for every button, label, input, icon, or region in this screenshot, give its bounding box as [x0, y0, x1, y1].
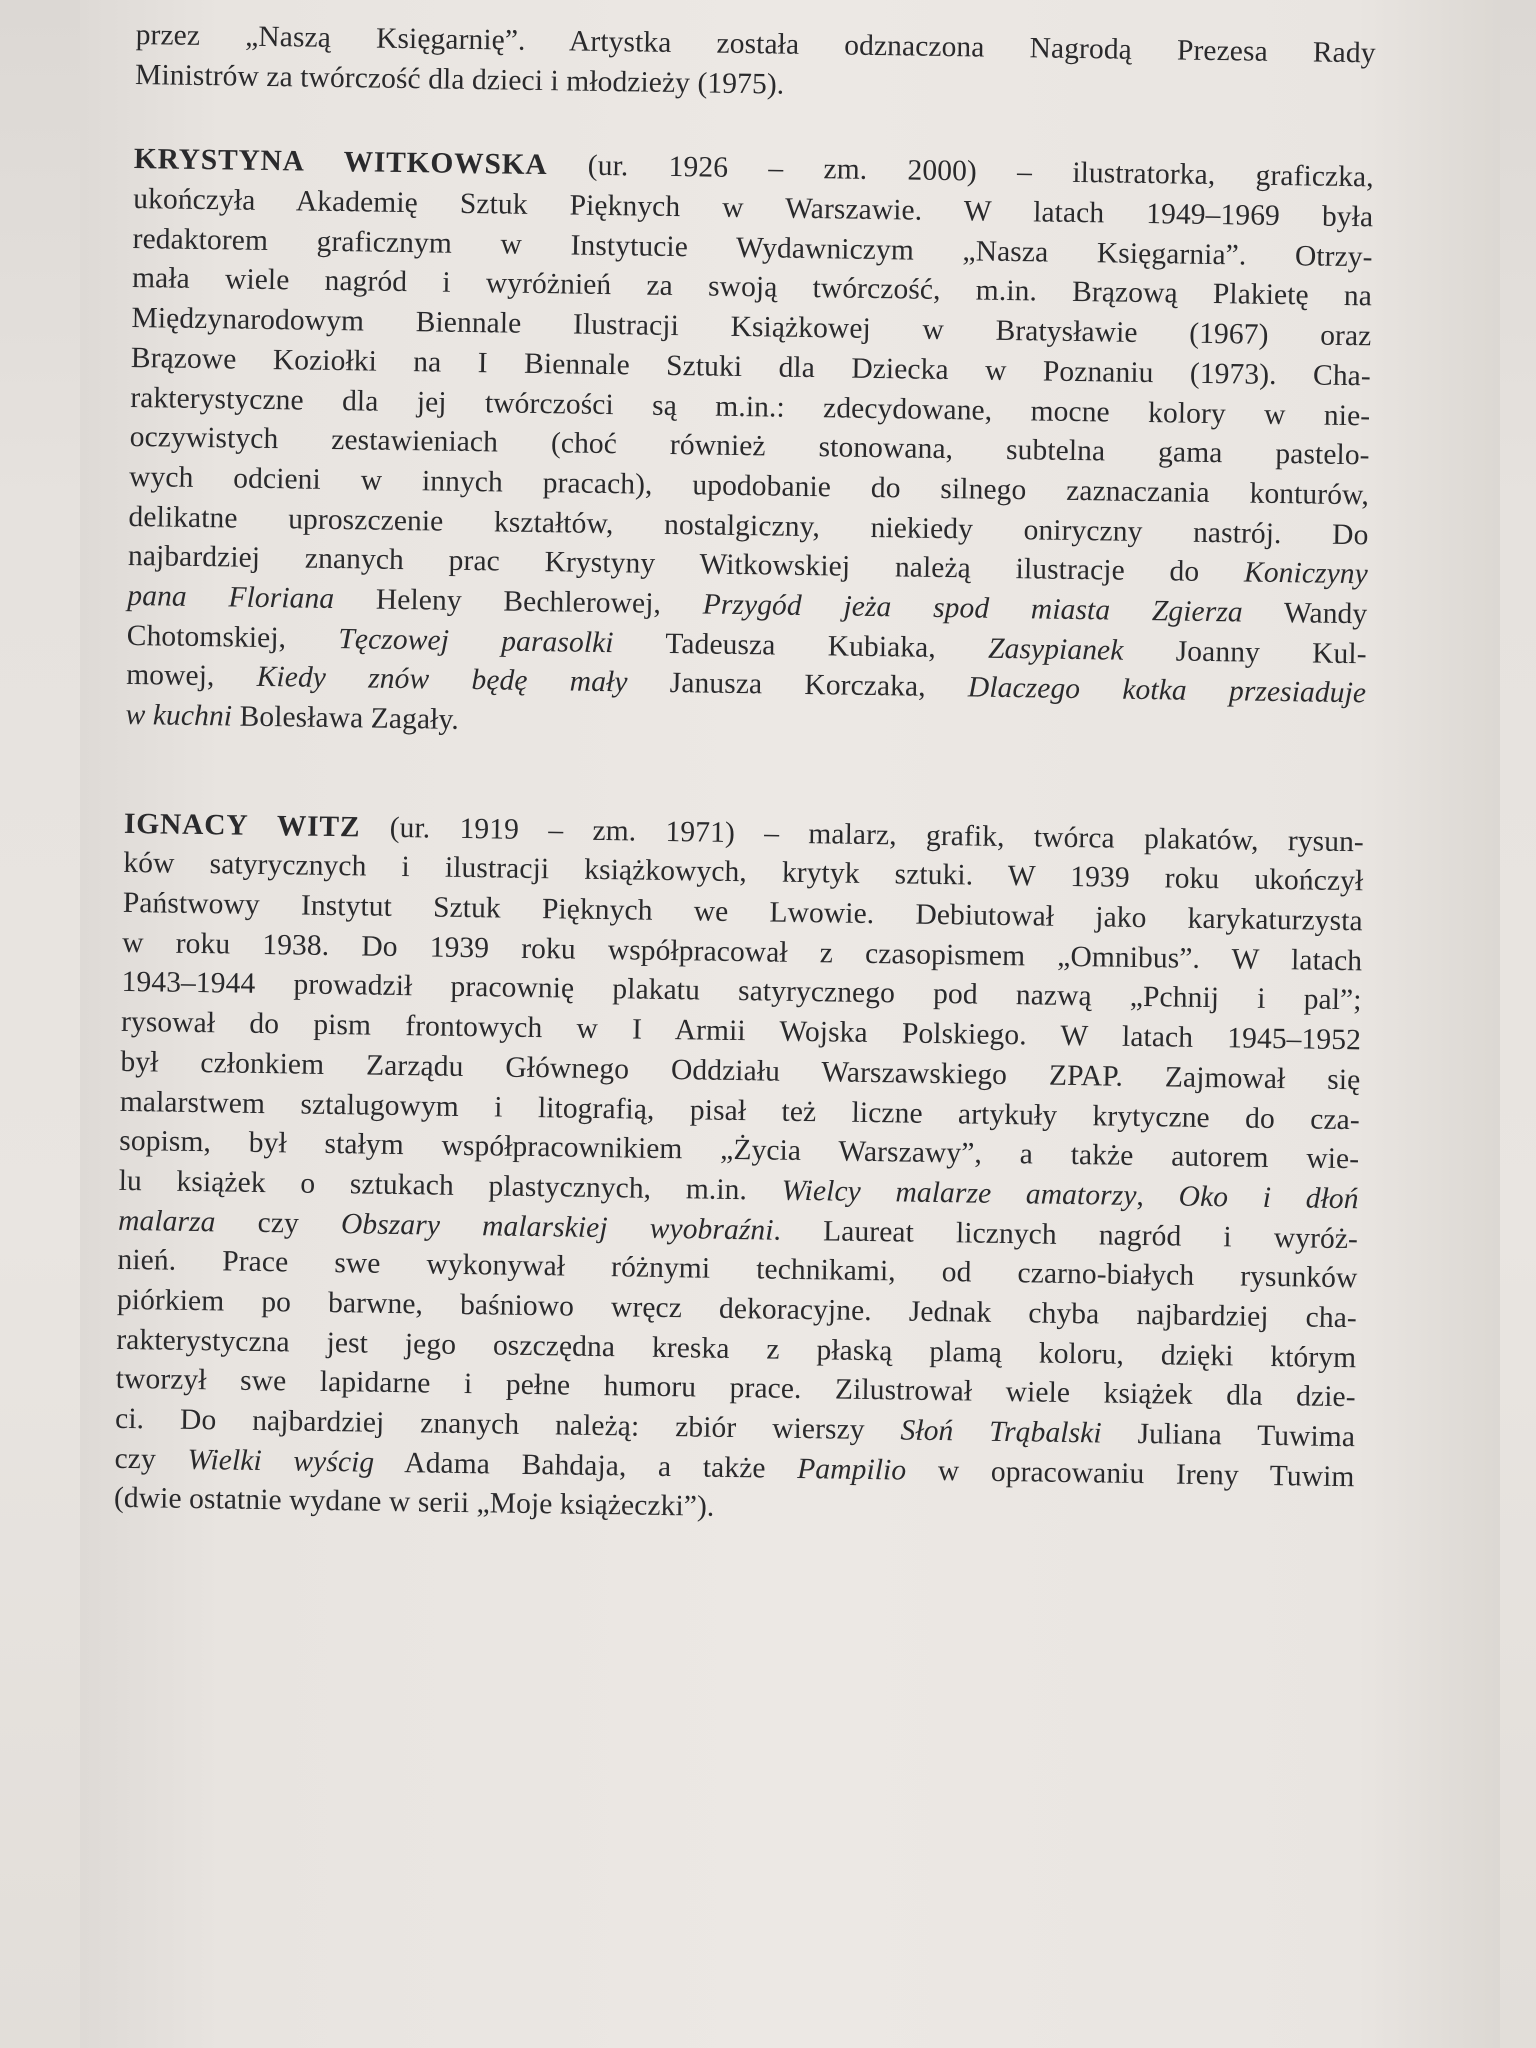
text-block [106, 16, 1376, 2034]
body-text: rakterystyczne dla jej twórczości są m.in.: zdecydowane, mocne kolory w nie- [130, 381, 1371, 432]
body-text: Tadeusza Kubiaka, [613, 626, 989, 665]
body-text: Wandy [1242, 596, 1368, 631]
entry-ignacy-witz [114, 805, 1364, 1538]
body-text: (ur. 1926 – zm. 2000) – ilustratorka, graficzka, [547, 149, 1374, 194]
body-text: piórkiem po barwne, baśniowo wręcz dekoracyjne. Jednak chyba najbardziej cha- [116, 1283, 1358, 1335]
book-title: Kiedy znów będę mały [256, 661, 628, 699]
body-text: Ministrów za twórczość dla dzieci i młodzieży (1975). [134, 58, 785, 101]
book-title: Zasypianek [987, 632, 1124, 667]
book-title: Wielcy malarze amatorzy [781, 1174, 1137, 1212]
body-text: ukończyła Akademię Sztuk Pięknych w Warszawie. W latach 1949–1969 była [133, 183, 1374, 234]
body-text: najbardziej znanych prac Krystyny Witkowskiej należą ilustracje do [127, 540, 1245, 589]
body-text: mowej, [125, 659, 257, 694]
book-title: Pampilio [797, 1452, 907, 1487]
book-title: pana Floriana [127, 579, 335, 615]
body-text: Adama Bahdaja, a także [374, 1446, 798, 1485]
body-text: ków satyrycznych i ilustracji książkowych, krytyk sztuki. W 1939 roku ukończył [123, 847, 1364, 898]
body-text: rakterystyczna jest jego oszczędna kreska z płaską plamą koloru, dzięki którym [116, 1323, 1357, 1374]
body-text: był członkiem Zarządu Głównego Oddziału Warszawskiego ZPAP. Zajmował się [120, 1045, 1361, 1097]
body-text: Państwowy Instytut Sztuk Pięknych we Lwowie. Debiutował jako karykaturzysta [122, 886, 1363, 938]
body-text: czy [215, 1205, 342, 1240]
body-text: wych odcieni w innych pracach), upodobanie do silnego zaznaczania konturów, [128, 460, 1370, 512]
body-text: (dwie ostatnie wydane w serii „Moje książeczki”). [113, 1482, 715, 1524]
body-text: lu książek o sztukach plastycznych, m.in. [118, 1164, 782, 1207]
book-title: Koniczyny [1243, 556, 1369, 591]
entry-krystyna-witkowska [125, 140, 1374, 754]
body-text: Bolesława Zagały. [231, 700, 460, 736]
body-text: ci. Do najbardziej znanych należą: zbiór wierszy [114, 1402, 901, 1447]
book-title: Wielki wyścig [187, 1443, 375, 1479]
body-text: oczywistych zestawieniach (choć również stonowana, subtelna gama pastelo- [129, 421, 1370, 472]
body-text: przez „Naszą Księgarnię”. Artystka została odznaczona Nagrodą Prezesa Rady [135, 18, 1376, 70]
body-text: mała wiele nagród i wyróżnień za swoją twórczość, m.in. Brązową Plakietę na [131, 262, 1373, 313]
body-text: (ur. 1919 – zm. 1971) – malarz, grafik, twórca plakatów, rysun- [360, 811, 1365, 858]
body-text: redaktorem graficznym w Instytucie Wydawniczym „Nasza Księgarnia”. Otrzy- [132, 222, 1373, 274]
book-title: malarza [117, 1204, 216, 1238]
body-text: tworzył swe lapidarne i pełne humoru prace. Zilustrował wiele książek dla dzie- [115, 1363, 1356, 1414]
body-text: . Laureat licznych nagród i wyróż- [773, 1214, 1359, 1255]
body-text: Joanny Kul- [1123, 634, 1367, 670]
book-title: Dlaczego kotka przesiaduje [967, 671, 1367, 710]
entry-name: IGNACY WITZ [123, 807, 361, 844]
body-text: w roku 1938. Do 1939 roku współpracował z czasopismem „Omnibus”. W latach [122, 926, 1363, 978]
book-title: Oko i dłoń [1178, 1180, 1359, 1216]
body-text: sopism, był stałym współpracownikiem „Życia Warszawy”, a także autorem wie- [119, 1125, 1360, 1176]
book-title: Obszary malarskiej wyobraźni [340, 1207, 774, 1247]
book-title: Tęczowej parasolki [338, 622, 614, 659]
book-title: Przygód jeża spod miasta Zgierza [702, 588, 1243, 629]
body-text: rysował do pism frontowych w I Armii Wojska Polskiego. W latach 1945–1952 [120, 1006, 1362, 1057]
book-title: w kuchni [125, 698, 233, 733]
body-text: Chotomskiej, [126, 619, 339, 655]
body-text: Międzynarodowym Biennale Ilustracji Książkowej w Bratysławie (1967) oraz [131, 302, 1372, 353]
book-title: Słoń Trąbalski [900, 1414, 1102, 1450]
body-text: czy [114, 1442, 188, 1476]
body-text: malarstwem sztalugowym i litografią, pisał też liczne artykuły krytyczne do cza- [119, 1085, 1360, 1136]
body-text: Brązowe Koziołki na I Biennale Sztuki dla Dziecka w Poznaniu (1973). Cha- [130, 341, 1372, 393]
body-text: nień. Prace swe wykonywał różnymi technikami, od czarno-białych rysunków [117, 1244, 1358, 1295]
body-text: delikatne uproszczenie kształtów, nostalgiczny, niekiedy oniryczny nastrój. Do [128, 500, 1369, 551]
body-text: Heleny Bechlerowej, [333, 582, 703, 621]
body-text: w opracowaniu Ireny Tuwim [905, 1454, 1355, 1493]
body-text: Juliana Tuwima [1101, 1417, 1356, 1454]
body-text: 1943–1944 prowadził pracownię plakatu satyrycznego pod nazwą „Pchnij i pal”; [121, 966, 1362, 1017]
entry-name: KRYSTYNA WITKOWSKA [133, 143, 548, 182]
body-text: Janusza Korczaka, [627, 666, 969, 704]
body-text: , [1136, 1179, 1179, 1213]
